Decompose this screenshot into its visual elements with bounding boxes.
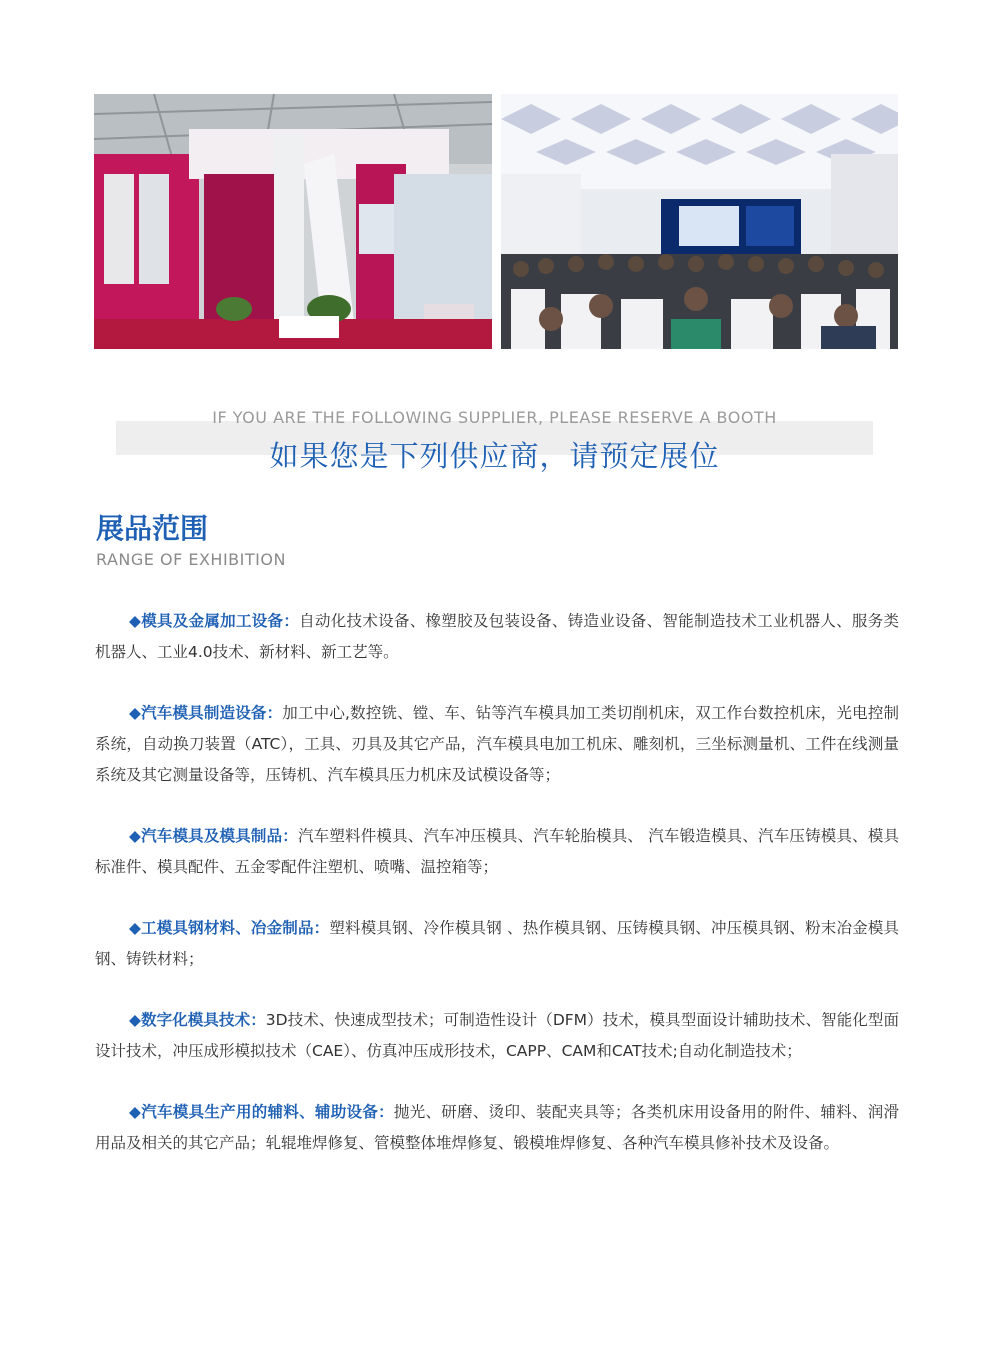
section-title: 展品范围 — [96, 512, 209, 545]
item-text: 抛光、研磨、烫印、装配夹具等；各类机床用设备用的附件、辅料、润滑用品及相关的其它产品；轧辊堆焊修复、管模整体堆焊修复、锻模堆焊修复、各种汽车模具修补技术及设备。 — [95, 1103, 899, 1152]
banner-english-text: IF YOU ARE THE FOLLOWING SUPPLIER, PLEASE RESERVE A BOOTH — [212, 408, 777, 427]
section-subtitle: RANGE OF EXHIBITION — [96, 550, 286, 569]
item-label: ◆模具及金属加工设备： — [129, 612, 300, 630]
item-label: ◆工模具钢材料、冶金制品： — [129, 919, 330, 937]
list-item — [95, 1097, 899, 1159]
banner-chinese-title: 如果您是下列供应商，请预定展位 — [269, 439, 720, 473]
list-item — [95, 1005, 899, 1067]
item-text: 自动化技术设备、橡塑胶及包装设备、铸造业设备、智能制造技术工业机器人、服务类机器人、工业4.0技术、新材料、新工艺等。 — [95, 612, 899, 661]
list-item — [95, 606, 899, 668]
list-item — [95, 913, 899, 975]
item-text: 3D技术、快速成型技术；可制造性设计（DFM）技术，模具型面设计辅助技术、智能化型面设计技术，冲压成形模拟技术（CAE）、仿真冲压成形技术，CAPP、CAM和CAT技术;自动化制造技术； — [95, 1011, 899, 1060]
list-item — [95, 698, 899, 791]
item-text: 加工中心,数控铣、镗、车、钻等汽车模具加工类切削机床，双工作台数控机床，光电控制系统，自动换刀装置（ATC），工具、刃具及其它产品，汽车模具电加工机床、雕刻机，三坐标测量机、工件在线测量系统及其它测量设备等，压铸机、汽车模具压力机床及试模设备等； — [95, 704, 900, 784]
exhibition-booth-photo — [94, 94, 492, 349]
item-text: 汽车塑料件模具、汽车冲压模具、汽车轮胎模具、 汽车锻造模具、汽车压铸模具、模具标准件、模具配件、五金零配件注塑机、喷嘴、温控箱等； — [95, 827, 900, 876]
item-text: 塑料模具钢、冷作模具钢 、热作模具钢、压铸模具钢、冲压模具钢、粉末冶金模具钢、铸铁材料； — [95, 919, 900, 968]
item-label: ◆汽车模具生产用的辅料、辅助设备： — [129, 1103, 394, 1121]
list-item — [95, 821, 899, 883]
item-label: ◆数字化模具技术： — [129, 1011, 266, 1029]
exhibit-range-list — [95, 606, 899, 1189]
item-label: ◆汽车模具及模具制品： — [129, 827, 298, 845]
conference-hall-photo — [501, 94, 898, 349]
item-label: ◆汽车模具制造设备： — [129, 704, 283, 722]
